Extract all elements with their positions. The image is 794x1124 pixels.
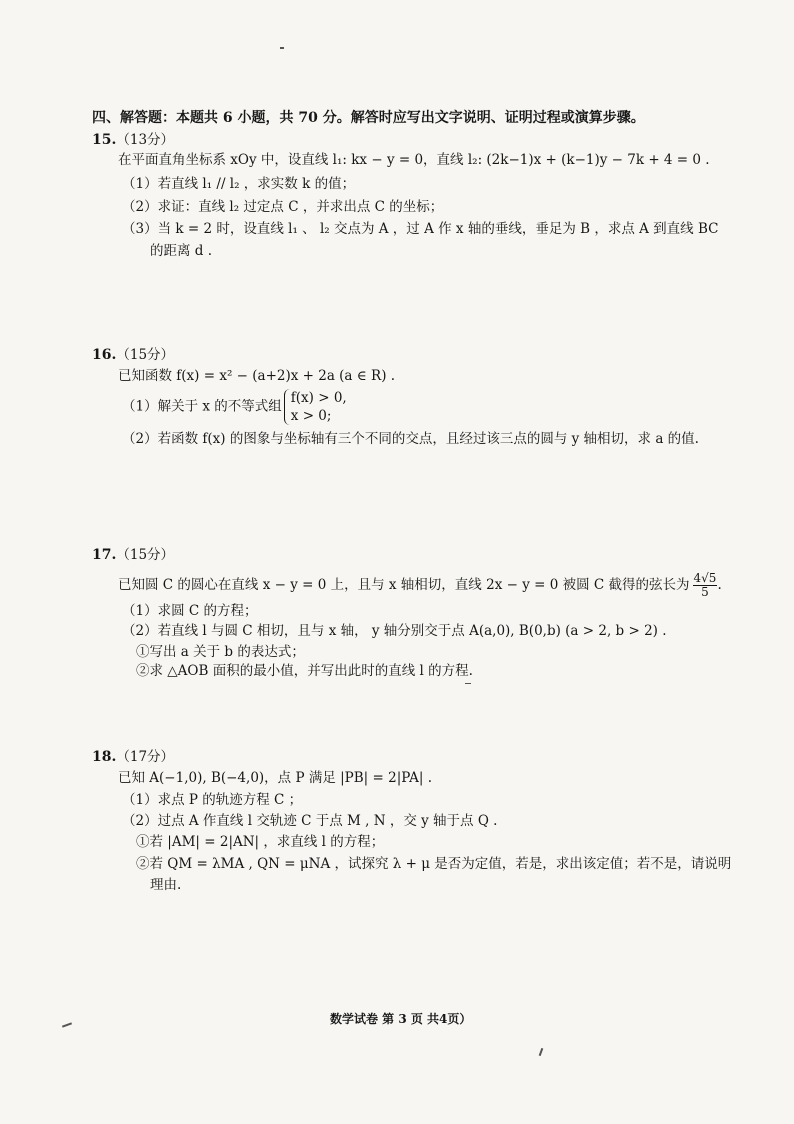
- question-18-score: （17分）: [116, 749, 175, 765]
- question-18-sub-1: ①若 |AM| = 2|AN| ，求直线 l 的方程；: [136, 834, 385, 850]
- question-16-part-2: （2）若函数 f(x) 的图象与坐标轴有三个不同的交点，且经过该三点的圆与 y 轴相切，求 a 的值.: [122, 431, 699, 447]
- question-18-header: [92, 748, 174, 766]
- scan-speck: [62, 1022, 72, 1027]
- question-15-number: 15.: [92, 132, 117, 148]
- inequality-condition-2: x > 0;: [290, 408, 332, 424]
- inequality-condition-1: f(x) > 0,: [290, 390, 347, 406]
- question-15-stem: 在平面直角坐标系 xOy 中，设直线 l₁: kx − y = 0，直线 l₂: (2k−1)x + (k−1)y − 7k + 4 = 0 .: [118, 152, 710, 168]
- scan-speck: [280, 47, 284, 49]
- scan-speck: [539, 1048, 544, 1056]
- question-17-sub-2: ②求 △AOB 面积的最小值，并写出此时的直线 l 的方程.: [136, 663, 473, 679]
- scan-speck: [465, 683, 471, 684]
- question-17-score: （15分）: [116, 547, 175, 563]
- question-15-part-1: （1）若直线 l₁ // l₂ ，求实数 k 的值；: [122, 176, 356, 192]
- page-footer: 数学试卷 第 3 页 共4页）: [330, 1012, 472, 1026]
- question-17-stem-text: 已知圆 C 的圆心在直线 x − y = 0 上，且与 x 轴相切，直线 2x − y = 0 被圆 C 截得的弦长为: [118, 577, 690, 593]
- chord-length-fraction: [693, 572, 718, 599]
- question-18-part-1: （1）求点 P 的轨迹方程 C ；: [122, 792, 303, 808]
- question-18-sub-2: ②若 QM = λMA , QN = μNA ，试探究 λ + μ 是否为定值，若是，求出该定值；若不是，请说明: [136, 856, 732, 872]
- question-17-stem: [118, 572, 722, 599]
- question-17-part-1: （1）求圆 C 的方程；: [122, 603, 258, 619]
- question-15-header: [92, 131, 174, 149]
- question-17-header: [92, 546, 174, 564]
- question-18-sub-2-cont: 理由.: [150, 877, 182, 893]
- question-15-part-2: （2）求证：直线 l₂ 过定点 C ，并求出点 C 的坐标；: [122, 199, 444, 215]
- chord-length-denominator: 5: [701, 585, 709, 599]
- question-15-part-3: （3）当 k = 2 时，设直线 l₁ 、 l₂ 交点为 A ，过 A 作 x 轴的垂线，垂足为 B ，求点 A 到直线 BC: [122, 221, 719, 237]
- question-16-stem: 已知函数 f(x) = x² − (a+2)x + 2a (a ∈ R) .: [118, 368, 396, 384]
- question-17-number: 17.: [92, 547, 117, 563]
- chord-length-numerator: 4√5: [693, 571, 717, 585]
- question-16-header: [92, 346, 174, 364]
- question-16-part-1: [122, 389, 347, 425]
- question-17-stem-end: .: [717, 577, 722, 593]
- section-header: 四、解答题：本题共 6 小题，共 70 分。解答时应写出文字说明、证明过程或演算步骤。: [92, 110, 645, 126]
- question-16-number: 16.: [92, 347, 117, 363]
- question-18-number: 18.: [92, 749, 117, 765]
- question-18-stem: 已知 A(−1,0), B(−4,0)，点 P 满足 |PB| = 2|PA| .: [118, 770, 432, 786]
- question-16-part-1-prefix: （1）解关于 x 的不等式组: [122, 398, 282, 415]
- question-17-part-2: （2）若直线 l 与圆 C 相切，且与 x 轴， y 轴分别交于点 A(a,0), B(0,b) (a > 2, b > 2) .: [122, 623, 667, 639]
- question-17-sub-1: ①写出 a 关于 b 的表达式；: [136, 644, 305, 660]
- question-15-score: （13分）: [116, 132, 175, 148]
- question-15-part-3-cont: 的距离 d .: [150, 243, 213, 259]
- question-18-part-2: （2）过点 A 作直线 l 交轨迹 C 于点 M , N ，交 y 轴于点 Q .: [122, 813, 498, 829]
- inequality-system-brace: [284, 389, 347, 425]
- question-16-score: （15分）: [116, 347, 175, 363]
